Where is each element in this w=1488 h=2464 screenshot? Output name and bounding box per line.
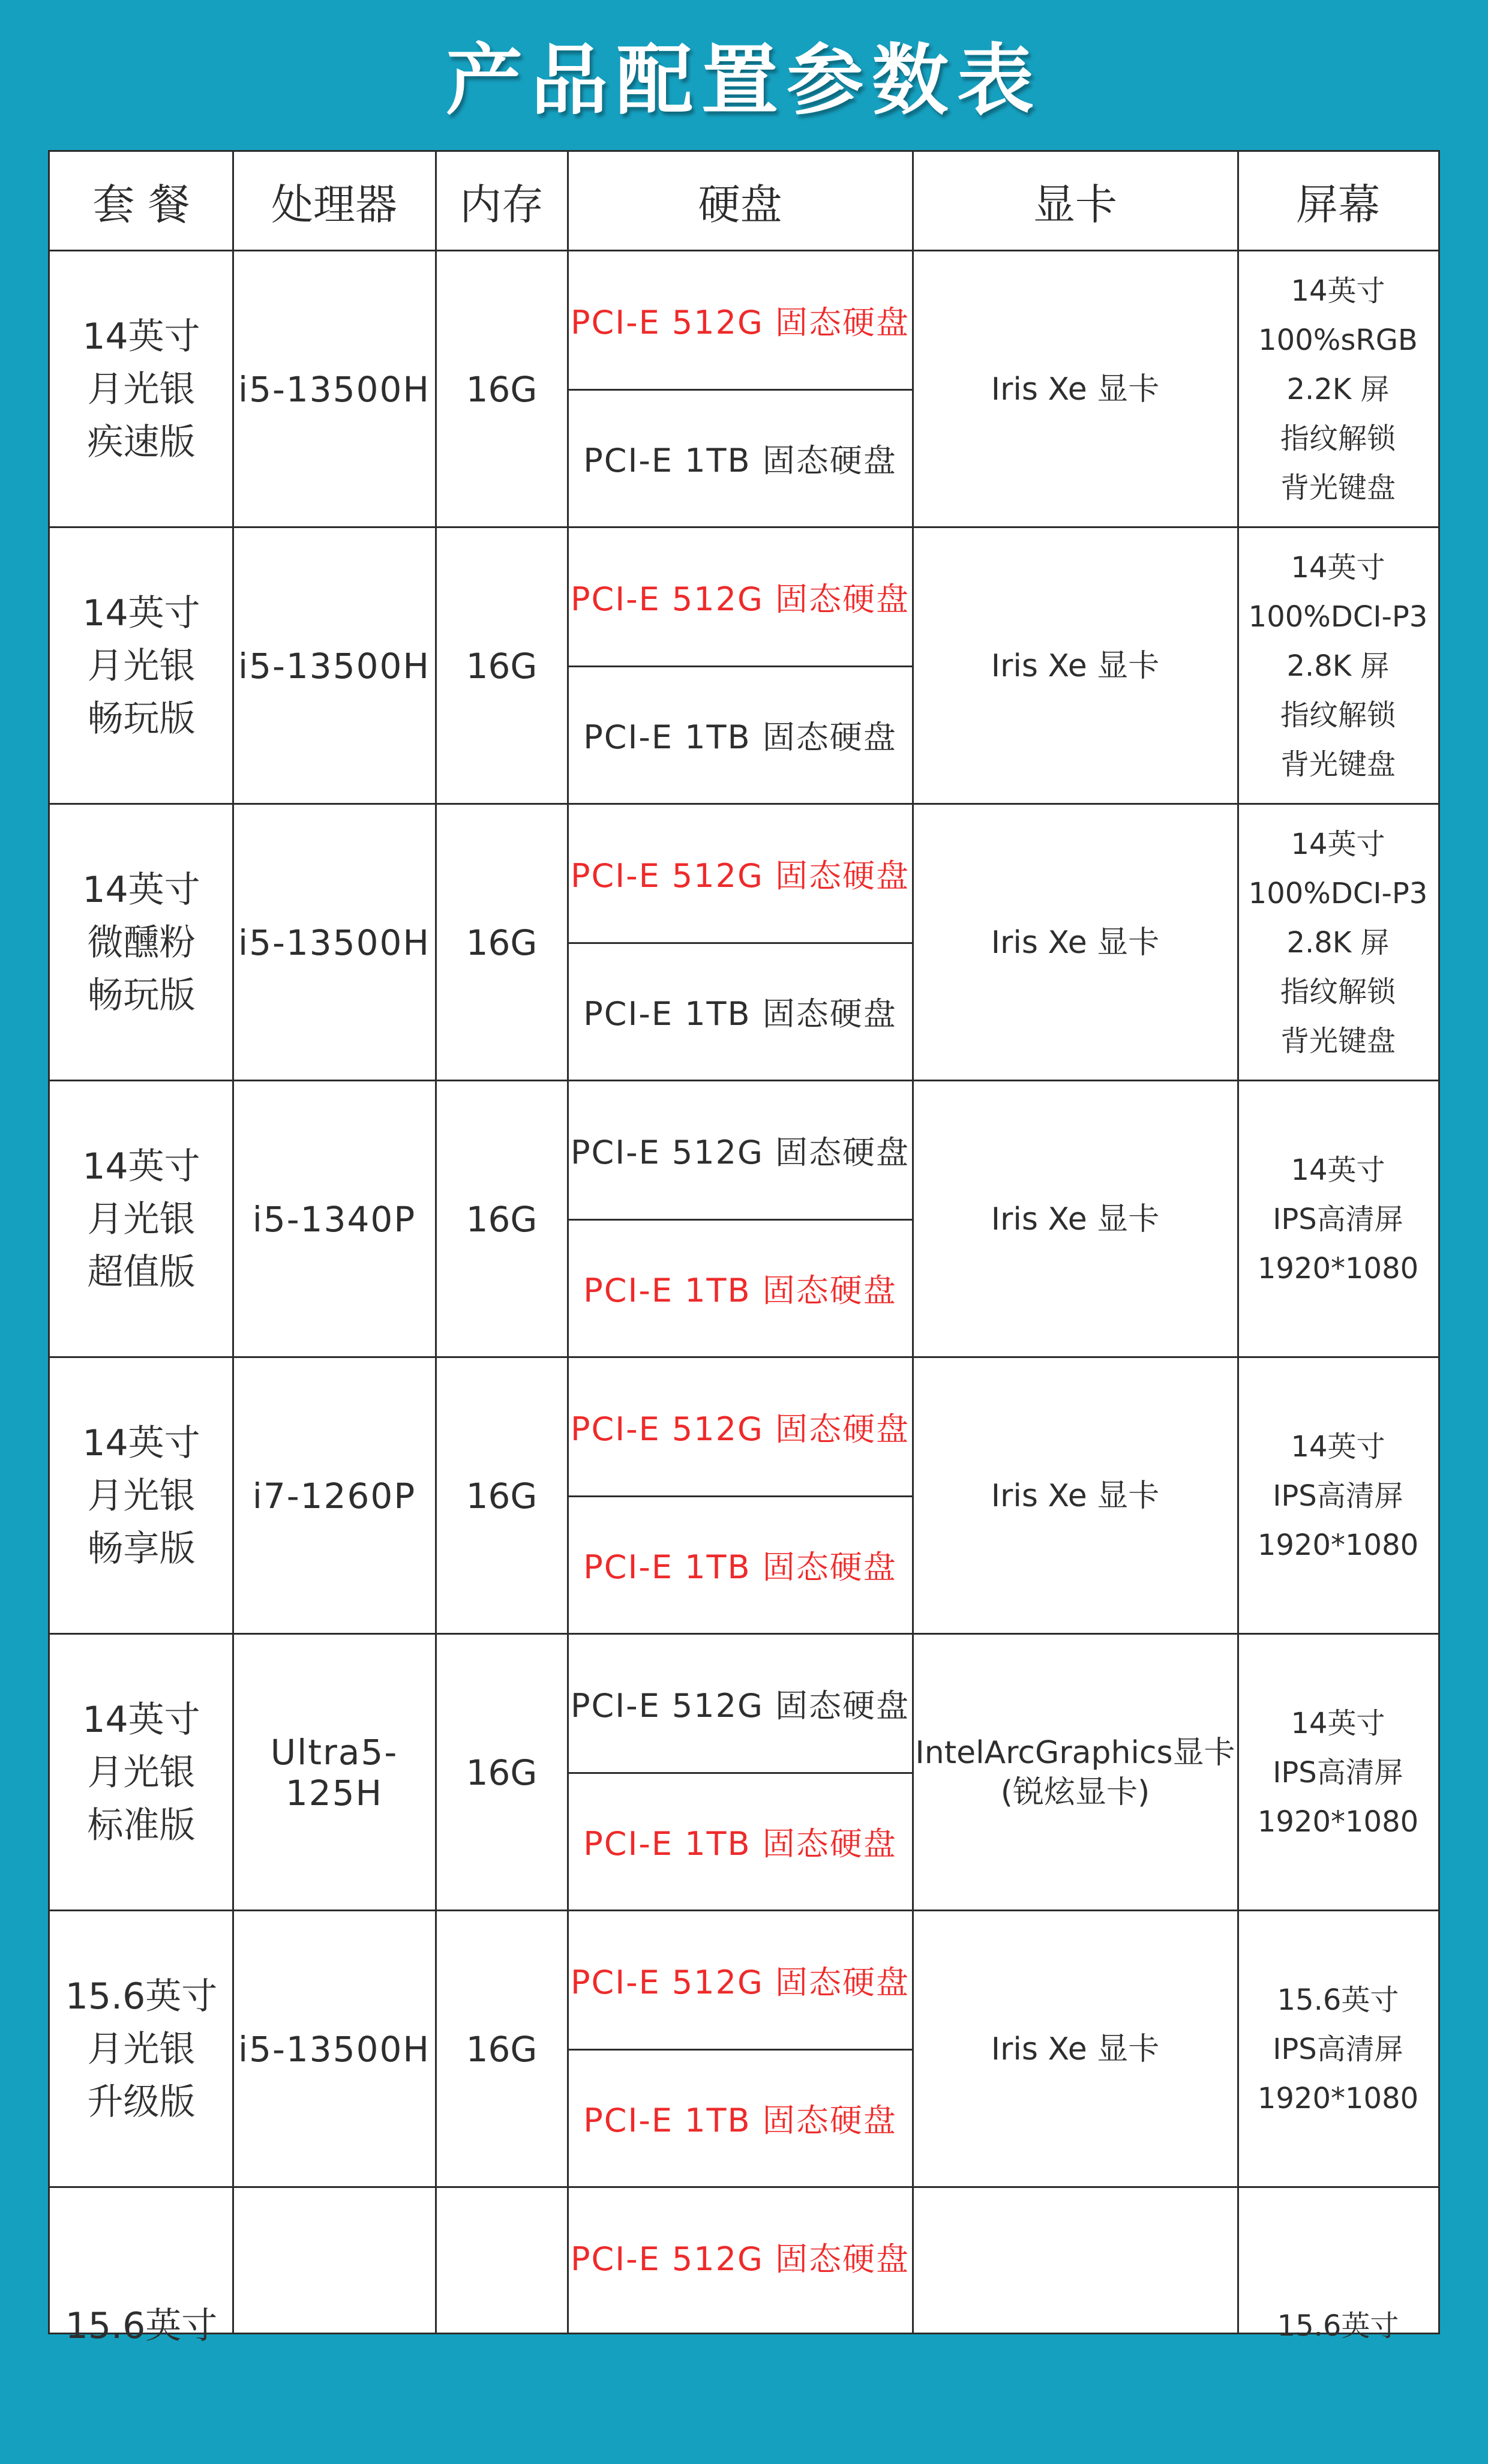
- disk-divider: [568, 2049, 913, 2051]
- package-line: 畅玩版: [87, 974, 196, 1017]
- disk-divider: [568, 942, 913, 944]
- screen-line: IPS高清屏: [1273, 1479, 1403, 1513]
- memory-cell: 16G: [466, 1752, 538, 1793]
- gpu-cell: [913, 804, 1238, 1081]
- screen-line: 14英寸: [1291, 827, 1385, 861]
- screen-cell: [1238, 804, 1438, 1081]
- screen-line: 1920*1080: [1257, 1804, 1419, 1839]
- package-line: 疾速版: [87, 421, 196, 463]
- cpu-cell: i5-1340P: [252, 1198, 416, 1240]
- disk-option: PCI-E 512G 固态硬盘: [570, 1410, 910, 1448]
- header-cell-memory: 内存: [460, 180, 544, 229]
- row-divider: [50, 803, 1438, 805]
- gpu-line: Iris Xe 显卡: [991, 1201, 1160, 1237]
- column-divider: [1237, 152, 1239, 2333]
- package-cell: [50, 1911, 233, 2187]
- screen-line: 1920*1080: [1257, 2081, 1419, 2115]
- screen-line: IPS高清屏: [1273, 1755, 1403, 1789]
- gpu-line: IntelArcGraphics显卡: [915, 1734, 1235, 1771]
- screen-line: 14英寸: [1291, 274, 1385, 308]
- screen-cell: [1238, 1634, 1438, 1911]
- screen-line: 2.2K 屏: [1286, 372, 1390, 406]
- cpu-cell: i5-13500H: [238, 368, 431, 410]
- memory-cell: 16G: [466, 1198, 538, 1240]
- row-divider: [50, 1633, 1438, 1635]
- disk-divider: [568, 1495, 913, 1497]
- gpu-line: Iris Xe 显卡: [991, 1477, 1160, 1514]
- screen-line: 背光键盘: [1280, 470, 1396, 505]
- memory-cell: [436, 2187, 568, 2464]
- screen-line: 100%sRGB: [1258, 323, 1418, 357]
- disk-option: PCI-E 1TB 固态硬盘: [583, 718, 897, 757]
- row-divider: [50, 526, 1438, 528]
- gpu-cell: [913, 1911, 1238, 2187]
- package-cell: [50, 2187, 233, 2464]
- spec-table: [48, 150, 1440, 2347]
- memory-cell: 16G: [466, 922, 538, 963]
- screen-line: 背光键盘: [1280, 1024, 1396, 1058]
- package-line: 月光银: [87, 1751, 196, 1794]
- header-cell-gpu: 显卡: [1033, 180, 1117, 229]
- screen-cell: [1238, 1081, 1438, 1357]
- disk-option: PCI-E 512G 固态硬盘: [570, 580, 910, 618]
- package-line: 微醺粉: [87, 921, 196, 964]
- package-line: 15.6英寸: [65, 2304, 218, 2347]
- screen-line: 14英寸: [1291, 1706, 1385, 1740]
- package-line: 畅玩版: [87, 697, 196, 740]
- screen-line: IPS高清屏: [1273, 1202, 1403, 1236]
- screen-line: 100%DCI-P3: [1248, 599, 1428, 634]
- screen-line: 指纹解锁: [1280, 975, 1396, 1009]
- column-divider: [567, 152, 569, 2333]
- package-cell: [50, 1357, 233, 1634]
- memory-cell: 16G: [466, 1475, 538, 1516]
- disk-option: PCI-E 512G 固态硬盘: [570, 2240, 910, 2278]
- package-line: 月光银: [87, 645, 196, 687]
- row-divider: [50, 1356, 1438, 1358]
- disk-divider: [568, 389, 913, 391]
- package-cell: [50, 1081, 233, 1357]
- column-divider: [232, 152, 234, 2333]
- screen-line: 1920*1080: [1257, 1528, 1419, 1562]
- screen-cell: [1238, 527, 1438, 804]
- package-cell: [50, 251, 233, 527]
- screen-line: 15.6英寸: [1277, 2309, 1399, 2343]
- package-line: 14英寸: [82, 592, 200, 634]
- memory-cell: 16G: [466, 645, 538, 687]
- screen-cell: [1238, 1911, 1438, 2187]
- screen-line: 100%DCI-P3: [1248, 876, 1428, 910]
- screen-line: 2.8K 屏: [1286, 925, 1390, 960]
- package-line: 超值版: [87, 1251, 196, 1293]
- package-line: 14英寸: [82, 1698, 200, 1741]
- package-line: 14英寸: [82, 315, 200, 358]
- screen-line: 15.6英寸: [1277, 1983, 1399, 2017]
- package-line: 14英寸: [82, 868, 200, 911]
- disk-option: PCI-E 1TB 固态硬盘: [583, 1825, 897, 1863]
- row-divider: [50, 2186, 1438, 2188]
- screen-line: 背光键盘: [1280, 747, 1396, 781]
- disk-option: PCI-E 1TB 固态硬盘: [583, 1548, 897, 1587]
- screen-cell: [1238, 1357, 1438, 1634]
- gpu-line: Iris Xe 显卡: [991, 648, 1160, 684]
- memory-cell: 16G: [466, 368, 538, 410]
- disk-option: PCI-E 512G 固态硬盘: [570, 856, 910, 895]
- package-line: 畅享版: [87, 1527, 196, 1570]
- cpu-cell: i5-13500H: [238, 645, 431, 687]
- package-line: 升级版: [87, 2081, 196, 2123]
- cpu-cell: Ultra5-125H: [270, 1731, 398, 1813]
- cpu-cell: [233, 2187, 436, 2464]
- screen-line: 1920*1080: [1257, 1251, 1419, 1285]
- package-line: 14英寸: [82, 1422, 200, 1464]
- header-cell-package: 套 餐: [92, 180, 190, 229]
- package-cell: [50, 527, 233, 804]
- cpu-cell: i5-13500H: [238, 2028, 431, 2070]
- disk-option: PCI-E 512G 固态硬盘: [570, 303, 910, 341]
- column-divider: [435, 152, 437, 2333]
- page-title: 产品配置参数表: [445, 36, 1042, 125]
- memory-cell: 16G: [466, 2028, 538, 2070]
- column-divider: [912, 152, 914, 2333]
- screen-line: IPS高清屏: [1273, 2032, 1403, 2066]
- disk-divider: [568, 666, 913, 667]
- disk-divider: [568, 1772, 913, 1774]
- package-line: 月光银: [87, 2028, 196, 2070]
- screen-line: 14英寸: [1291, 1153, 1385, 1187]
- gpu-line: Iris Xe 显卡: [991, 371, 1160, 407]
- package-line: 14英寸: [82, 1145, 200, 1188]
- disk-option: PCI-E 512G 固态硬盘: [570, 1963, 910, 2001]
- gpu-line: (锐炫显卡): [1000, 1774, 1150, 1810]
- cpu-cell: i5-13500H: [238, 922, 431, 963]
- package-line: 15.6英寸: [65, 1975, 218, 2018]
- screen-line: 指纹解锁: [1280, 421, 1396, 455]
- screen-line: 指纹解锁: [1280, 698, 1396, 732]
- screen-line: 2.8K 屏: [1286, 649, 1390, 683]
- disk-divider: [568, 1219, 913, 1221]
- disk-option: PCI-E 512G 固态硬盘: [570, 1133, 910, 1171]
- gpu-cell: [913, 2187, 1238, 2464]
- disk-option: PCI-E 1TB 固态硬盘: [583, 995, 897, 1033]
- screen-line: 14英寸: [1291, 1429, 1385, 1464]
- row-divider: [50, 250, 1438, 251]
- package-line: 标准版: [87, 1804, 196, 1846]
- gpu-line: Iris Xe 显卡: [991, 924, 1160, 961]
- row-divider: [50, 1080, 1438, 1081]
- gpu-cell: [913, 1634, 1238, 1911]
- header-cell-screen: 屏幕: [1296, 180, 1380, 229]
- package-line: 月光银: [87, 368, 196, 410]
- screen-cell: [1238, 251, 1438, 527]
- screen-cell: [1238, 2187, 1438, 2464]
- header-cell-disk: 硬盘: [698, 180, 782, 229]
- package-line: 月光银: [87, 1198, 196, 1240]
- disk-option: PCI-E 1TB 固态硬盘: [583, 2102, 897, 2140]
- gpu-cell: [913, 527, 1238, 804]
- package-cell: [50, 804, 233, 1081]
- screen-line: 14英寸: [1291, 550, 1385, 584]
- disk-option: PCI-E 1TB 固态硬盘: [583, 1272, 897, 1310]
- package-cell: [50, 1634, 233, 1911]
- cpu-cell: i7-1260P: [252, 1475, 416, 1516]
- package-line: 月光银: [87, 1474, 196, 1517]
- disk-option: PCI-E 512G 固态硬盘: [570, 1686, 910, 1725]
- gpu-line: Iris Xe 显卡: [991, 2031, 1160, 2067]
- gpu-cell: [913, 1081, 1238, 1357]
- header-cell-cpu: 处理器: [271, 180, 397, 229]
- gpu-cell: [913, 251, 1238, 527]
- disk-option: PCI-E 1TB 固态硬盘: [583, 442, 897, 480]
- row-divider: [50, 1910, 1438, 1911]
- gpu-cell: [913, 1357, 1238, 1634]
